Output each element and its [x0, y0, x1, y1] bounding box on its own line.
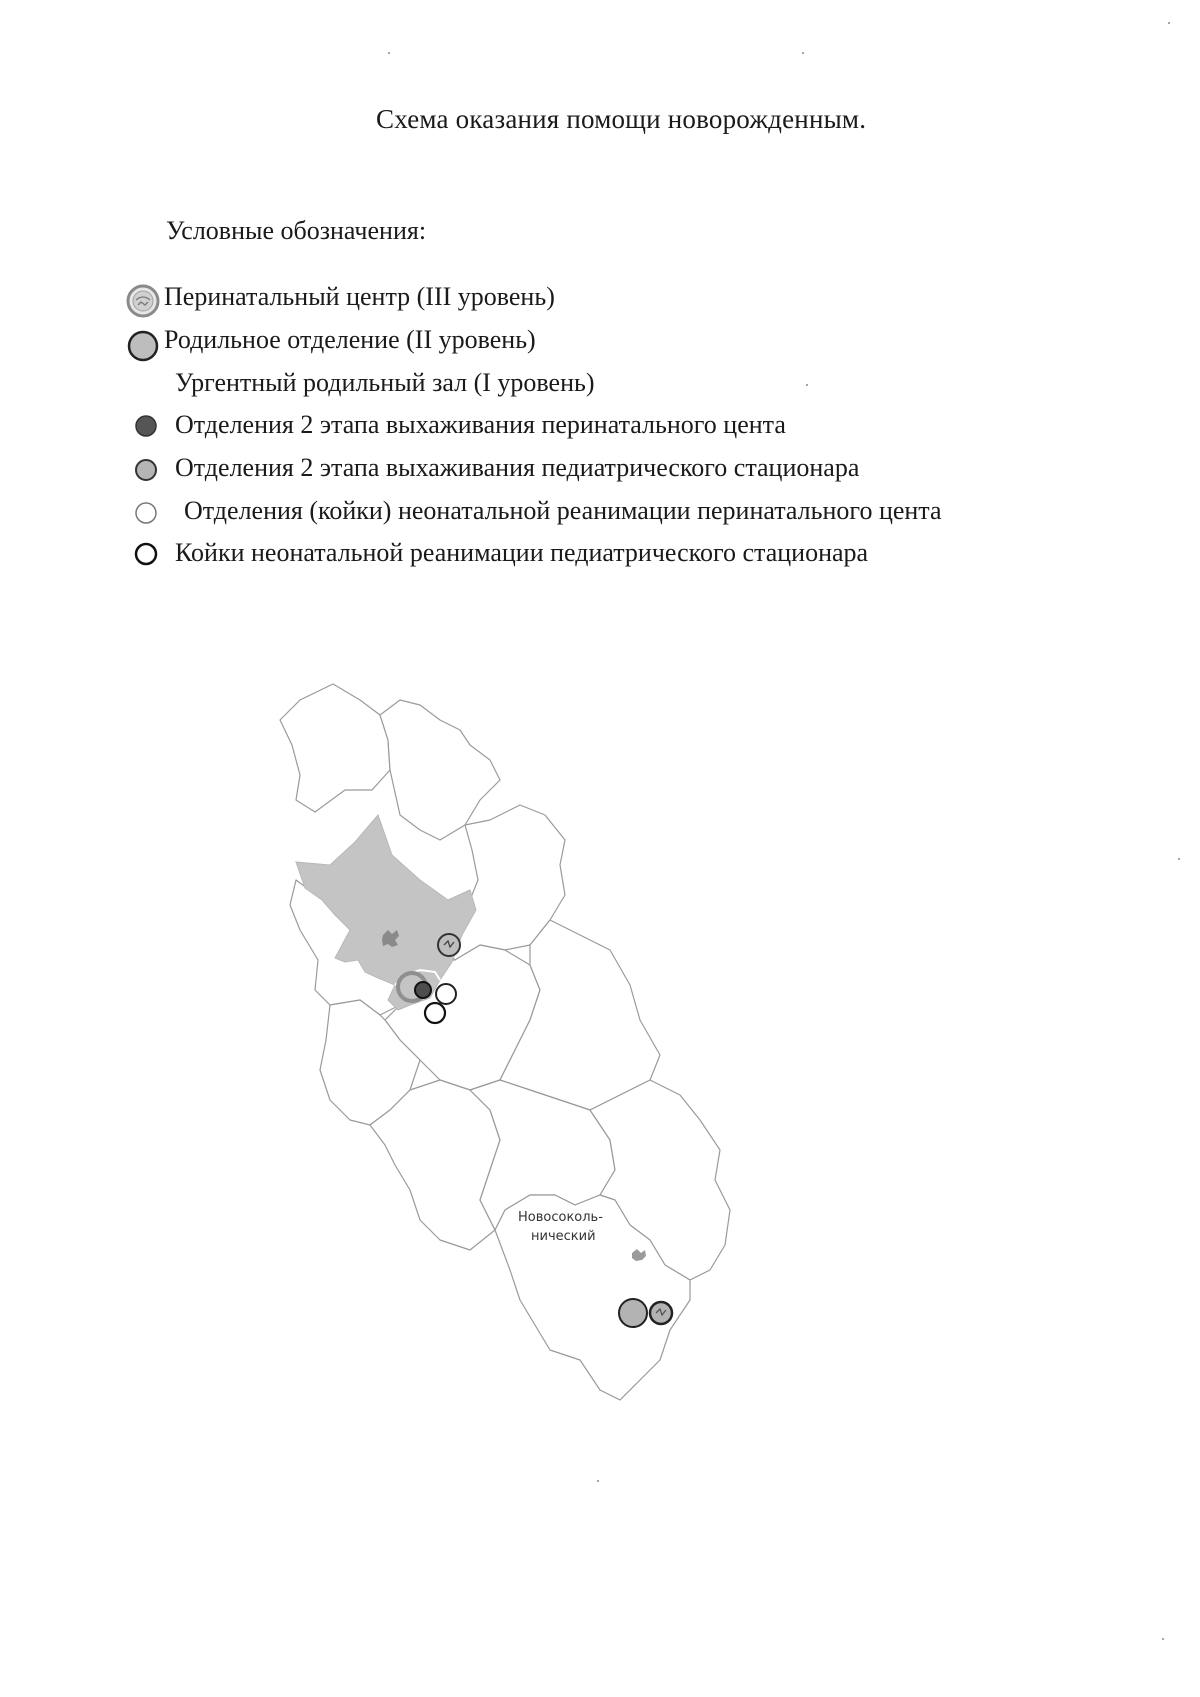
scan-speck — [597, 1480, 599, 1482]
scan-speck — [1162, 1638, 1164, 1640]
nicu-perinatal-marker — [436, 984, 456, 1004]
maternity-ward-marker — [438, 934, 460, 956]
district-label-line2: нический — [531, 1229, 596, 1244]
legend-label: Перинатальный центр (III уровень) — [164, 282, 555, 311]
scan-speck — [1168, 22, 1170, 24]
district-borders — [280, 684, 730, 1400]
legend-label: Отделения 2 этапа выхаживания педиатрического стационара — [175, 453, 860, 482]
legend-heading: Условные обозначения: — [166, 216, 427, 245]
stage2-pediatric-marker-south — [650, 1302, 672, 1324]
legend-label: Койки неонатальной реанимации педиатрического стационара — [175, 538, 869, 567]
legend-label: Родильное отделение (II уровень) — [164, 325, 536, 354]
nicu-pediatric-marker — [425, 1003, 445, 1023]
scan-speck — [802, 52, 804, 54]
district-north-east — [380, 700, 500, 840]
scan-speck — [806, 384, 808, 386]
scan-speck — [1178, 858, 1180, 860]
district-north-west — [280, 684, 390, 812]
scan-speck — [388, 52, 390, 54]
maternity-ward-marker-south — [619, 1299, 647, 1327]
legend-label: Отделения (койки) неонатальной реанимации перинатального цента — [184, 496, 942, 525]
legend-label: Ургентный родильный зал (I уровень) — [175, 368, 595, 397]
stage2-perinatal-marker — [415, 982, 431, 998]
page-title: Схема оказания помощи новорожденным. — [376, 104, 867, 134]
legend-label: Отделения 2 этапа выхаживания перинатального цента — [175, 410, 786, 439]
district-label-line1: Новосоколь- — [518, 1210, 603, 1225]
